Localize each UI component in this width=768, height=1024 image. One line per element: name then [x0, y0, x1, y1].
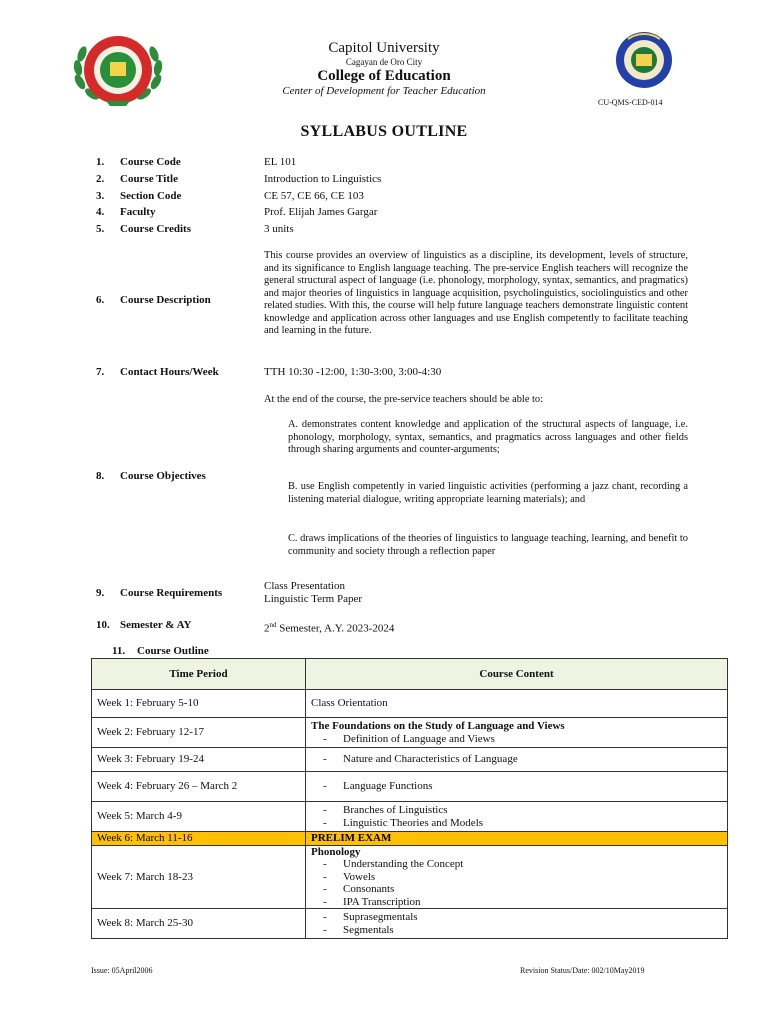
- list-item: - Vowels: [311, 871, 722, 884]
- week-cell: Week 6: March 11-16: [92, 832, 306, 846]
- table-row: [92, 690, 728, 718]
- list-item: - Nature and Characteristics of Language: [311, 753, 722, 766]
- item-number: 10.: [96, 619, 110, 631]
- item-label: Course Objectives: [120, 470, 206, 482]
- item-value: TTH 10:30 -12:00, 1:30-3:00, 3:00-4:30: [264, 366, 442, 378]
- list-item: - Branches of Linguistics: [311, 804, 722, 817]
- item-label: Course Outline: [137, 645, 209, 657]
- week-cell: Week 3: February 19-24: [92, 748, 306, 772]
- content-heading: Class Orientation: [311, 697, 388, 710]
- column-header-time-period: Time Period: [92, 659, 306, 690]
- item-label: Contact Hours/Week: [120, 366, 219, 378]
- item-number: 9.: [96, 587, 105, 599]
- footer-issue: Issue: 05April2006: [91, 966, 153, 975]
- content-cell: [306, 909, 728, 939]
- list-item: - IPA Transcription: [311, 896, 722, 909]
- page-title: SYLLABUS OUTLINE: [300, 123, 468, 140]
- objectives-intro: At the end of the course, the pre-service teachers should be able to:: [264, 394, 543, 405]
- course-description-text: This course provides an overview of linguistics as a discipline, its development, levels of structure, and its significance to English language teaching. The pre-service English teachers will recognize the general structural aspect of language (i.e. phonology, morphology, syntax, semantics, and pragmatics) and major theories of linguistics in language acquisition, psycholinguistics, sociolinguistics and other related studies. With this, the course will help future language teachers demonstrate linguistic content knowledge and application across other languages and use English competently to facilitate teaching and learning in the future.: [264, 250, 688, 336]
- list-item: - Linguistic Theories and Models: [311, 817, 722, 830]
- item-value: CE 57, CE 66, CE 103: [264, 190, 364, 202]
- content-cell: [306, 802, 728, 832]
- content-cell: [306, 718, 728, 748]
- requirement-term-paper: Linguistic Term Paper: [264, 593, 363, 605]
- week-cell: Week 4: February 26 – March 2: [92, 772, 306, 802]
- item-number: 1.: [96, 156, 105, 168]
- item-number: 8.: [96, 470, 105, 482]
- content-cell: [306, 690, 728, 718]
- table-row-prelim-exam: [92, 832, 728, 846]
- item-label: Faculty: [120, 206, 156, 218]
- objective-c: C. draws implications of the theories of linguistics to language teaching, learning, and benefit to community and society through a reflection paper: [288, 533, 688, 557]
- semester-rest: Semester, A.Y. 2023-2024: [276, 622, 395, 635]
- city-name: Cagayan de Oro City: [345, 57, 423, 67]
- item-number: 6.: [96, 294, 105, 306]
- list-item: - Consonants: [311, 883, 722, 896]
- item-number: 11.: [112, 645, 126, 657]
- item-number: 2.: [96, 173, 105, 185]
- item-value: Introduction to Linguistics: [264, 173, 382, 185]
- content-heading: Phonology: [311, 845, 361, 858]
- objective-a: A. demonstrates content knowledge and application of the structural aspects of language, i.e. phonology, morphology, syntax, semantics, and pragmatics across languages and other fields through sharing arguments and counter-arguments;: [288, 419, 688, 455]
- content-cell: [306, 845, 728, 909]
- document-code: CU-QMS-CED-014: [598, 98, 663, 107]
- objective-b: B. use English competently in varied linguistic activities (performing a jazz chant, recording a listening material dialogue, writing appropriate learning materials); and: [288, 481, 688, 505]
- list-item: - Segmentals: [311, 924, 722, 937]
- center-name: Center of Development for Teacher Education: [282, 85, 486, 97]
- footer-revision: Revision Status/Date: 002/10May2019: [520, 966, 645, 975]
- content-cell: [306, 748, 728, 772]
- content-cell: PRELIM EXAM: [306, 832, 728, 846]
- week-cell: Week 5: March 4-9: [92, 802, 306, 832]
- item-value: [264, 619, 394, 635]
- content-cell: [306, 772, 728, 802]
- item-label: Course Requirements: [120, 587, 223, 599]
- course-outline-table: [91, 658, 728, 939]
- item-label: Course Description: [120, 294, 211, 306]
- item-value: Prof. Elijah James Gargar: [264, 206, 378, 218]
- item-label: Course Credits: [120, 223, 191, 235]
- column-header-course-content: Course Content: [306, 659, 728, 690]
- college-name: College of Education: [317, 68, 451, 84]
- table-row: [92, 718, 728, 748]
- list-item: - Understanding the Concept: [311, 858, 722, 871]
- table-row: [92, 748, 728, 772]
- table-row: [92, 772, 728, 802]
- table-row: [92, 802, 728, 832]
- item-label: Semester & AY: [120, 619, 192, 631]
- item-value: EL 101: [264, 156, 297, 168]
- list-item: - Language Functions: [311, 780, 722, 793]
- item-label: Section Code: [120, 190, 182, 202]
- week-cell: Week 7: March 18-23: [92, 845, 306, 909]
- week-cell: Week 1: February 5-10: [92, 690, 306, 718]
- item-label: Course Code: [120, 156, 181, 168]
- table-row: [92, 909, 728, 939]
- item-value: 3 units: [264, 223, 294, 235]
- university-name: Capitol University: [328, 40, 440, 56]
- list-item: - Definition of Language and Views: [311, 733, 722, 746]
- item-number: 4.: [96, 206, 105, 218]
- item-number: 3.: [96, 190, 105, 202]
- semester-ordinal: 2: [264, 622, 270, 635]
- content-heading: The Foundations on the Study of Language and Views: [311, 720, 565, 732]
- item-number: 5.: [96, 223, 105, 235]
- item-number: 7.: [96, 366, 105, 378]
- table-header-row: [92, 659, 728, 690]
- week-cell: Week 8: March 25-30: [92, 909, 306, 939]
- semester-ordinal-suffix: nd: [269, 621, 277, 629]
- list-item: - Suprasegmentals: [311, 911, 722, 924]
- requirement-presentation: Class Presentation: [264, 580, 345, 592]
- item-label: Course Title: [120, 173, 178, 185]
- table-row: [92, 845, 728, 909]
- week-cell: Week 2: February 12-17: [92, 718, 306, 748]
